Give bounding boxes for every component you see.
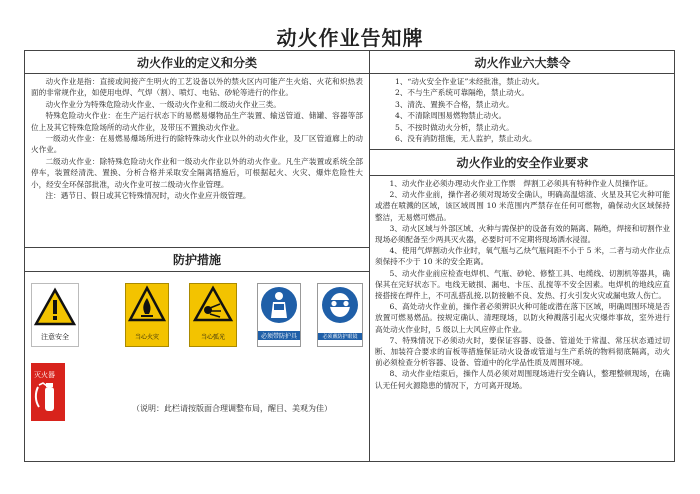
definition-paragraph: 特殊危险动火作业：在生产运行状态下的易燃易爆物品生产装置、输送管道、储罐、容器等部位上及其它特殊危险场所的动火作业，及带压不置换动火作业。 bbox=[31, 111, 363, 132]
sign-arc-warning bbox=[189, 283, 237, 347]
layout-note: （说明：此栏请按版面合理调整布局，醒目、美观为佳） bbox=[132, 404, 332, 413]
prohibitions-list bbox=[395, 76, 665, 144]
sign-caption: 当心火灾 bbox=[134, 334, 159, 341]
requirement-paragraph: 7、特殊情况下必须动火时，要保证容器、设备、管道处于常温、常压状态通过切断、加装符合要求的盲板等措施保证动火设备或管道与生产系统的物料彻底隔离，动火前必须检查分析容器、设备、管道中的化学品性质及周围环境。 bbox=[375, 335, 670, 368]
sign-caption: 注意安全 bbox=[41, 333, 69, 341]
definition-paragraph: 一级动火作业：在易燃易爆场所进行的除特殊动火作业以外的动火作业，及厂区管道廊上的动火作业。 bbox=[31, 134, 363, 155]
list-item: 5、不按时做动火分析，禁止动火。 bbox=[395, 122, 514, 132]
definition-paragraph: 动火作业分为特殊危险动火作业、一级动火作业和二级动火作业三类。 bbox=[45, 99, 281, 109]
notice-board bbox=[24, 50, 675, 462]
divider-line bbox=[370, 73, 675, 74]
requirement-paragraph: 2、动火作业前，操作者必须对现场安全确认，明确高温熔渣、火星及其它火种可能或潜在喷溅的区域，该区域周围 10 米范围内严禁存在任何可燃物，确保动火区域保持整洁，无易燃可燃品。 bbox=[375, 190, 670, 222]
sign-caption: 必须戴防护眼镜 bbox=[318, 333, 362, 340]
definition-text bbox=[31, 76, 363, 201]
wear-goggles-icon bbox=[318, 284, 362, 328]
requirement-paragraph: 3、动火区域与外部区域、火种与需保护的设备有效的隔离、隔绝，焊接和切割作业现场必须配备至少两具灭火器，必要时可不定期将现场洒水浸湿。 bbox=[375, 223, 670, 245]
definition-paragraph: 动火作业是指：直接或间接产生明火的工艺设备以外的禁火区内可能产生火焰、火花和炽热表面的非常规作业，如使用电焊、气焊（割）、喷灯、电钻、砂轮等进行的作业。 bbox=[31, 77, 363, 98]
sign-caution bbox=[31, 283, 79, 347]
definition-paragraph: 注：遇节日、假日或其它特殊情况时，动火作业应升级管理。 bbox=[45, 191, 251, 201]
divider-line bbox=[25, 271, 369, 272]
fire-extinguisher-icon bbox=[31, 363, 65, 421]
sign-fire-warning bbox=[125, 283, 169, 347]
requirement-paragraph: 4、使用气焊割动火作业时，氧气瓶与乙炔气瓶间距不小于 5 米，二者与动火作业点须保持不少于 10 米的安全距离。 bbox=[375, 246, 670, 267]
definition-paragraph: 二级动火作业：除特殊危险动火作业和一级动火作业以外的动火作业。凡生产装置或系统全部停车，装置经清洗、置换、分析合格并采取安全隔离措施后，可根据起火、火灾、爆炸危险性大小，经安全环保部批准，动火作业可按二级动火作业管理。 bbox=[31, 156, 363, 189]
wear-protective-icon bbox=[258, 284, 300, 328]
requirements-heading: 动火作业的安全作业要求 bbox=[456, 155, 589, 170]
requirements-text bbox=[375, 178, 670, 391]
requirement-paragraph: 6、高处动火作业前，操作者必须辨识火种可能或潜在落下区域，明确周围环境是否放置可燃易燃品。按规定确认、清理现场，以防火种溅落引起火灾爆炸事故，室外进行高处动火作业时，5 级以上大风应停止作业。 bbox=[375, 302, 670, 334]
requirement-paragraph: 5、动火作业前应检查电焊机、气瓶、砂轮、修整工具、电缆线、切割机等器具，确保其在完好状态下。电线无破损、漏电、卡压、乱搅等不安全因素。电焊机的地线应直接搭接在焊件上，不可乱搭乱接,以防接触不良、发热、打火引发火灾或漏电致人伤亡。 bbox=[375, 268, 670, 301]
sign-caption: 当心弧光 bbox=[200, 334, 225, 341]
sign-wear-goggles bbox=[317, 283, 363, 347]
requirement-paragraph: 1、动火作业必须办理动火作业工作票 焊割工必须具有特种作业人员操作证。 bbox=[389, 179, 653, 188]
sign-caption: 必须带防护具 bbox=[258, 331, 300, 340]
sign-caption: 灭火器 bbox=[34, 371, 55, 379]
list-item: 4、不清除周围易燃物禁止动火。 bbox=[395, 111, 507, 121]
list-item: 1、“动火安全作业证”未经批准，禁止动火。 bbox=[395, 77, 545, 86]
list-item: 6、没有消防措施，无人监护，禁止动火。 bbox=[395, 134, 537, 144]
protection-heading: 防护措施 bbox=[172, 252, 221, 267]
column-divider bbox=[369, 51, 370, 461]
page-title: 动火作业告知牌 bbox=[276, 26, 424, 50]
list-item: 2、不与生产系统可靠隔绝，禁止动火。 bbox=[395, 88, 529, 98]
requirement-paragraph: 8、动火作业结束后，操作人员必须对周围现场进行安全确认，整理整顿现场，在确认无任何火源隐患的情况下，方可离开现场。 bbox=[375, 369, 670, 390]
fire-warning-icon bbox=[126, 284, 168, 328]
divider-line bbox=[25, 73, 369, 74]
arc-warning-icon bbox=[190, 284, 236, 328]
divider-line bbox=[370, 175, 675, 176]
sign-wear-protection bbox=[257, 283, 301, 347]
definition-heading: 动火作业的定义和分类 bbox=[136, 55, 257, 70]
list-item: 3、清洗、置换不合格，禁止动火。 bbox=[395, 99, 514, 109]
warning-triangle-icon bbox=[32, 284, 78, 332]
sign-fire-extinguisher bbox=[31, 363, 65, 421]
prohibitions-heading: 动火作业六大禁令 bbox=[474, 55, 571, 70]
